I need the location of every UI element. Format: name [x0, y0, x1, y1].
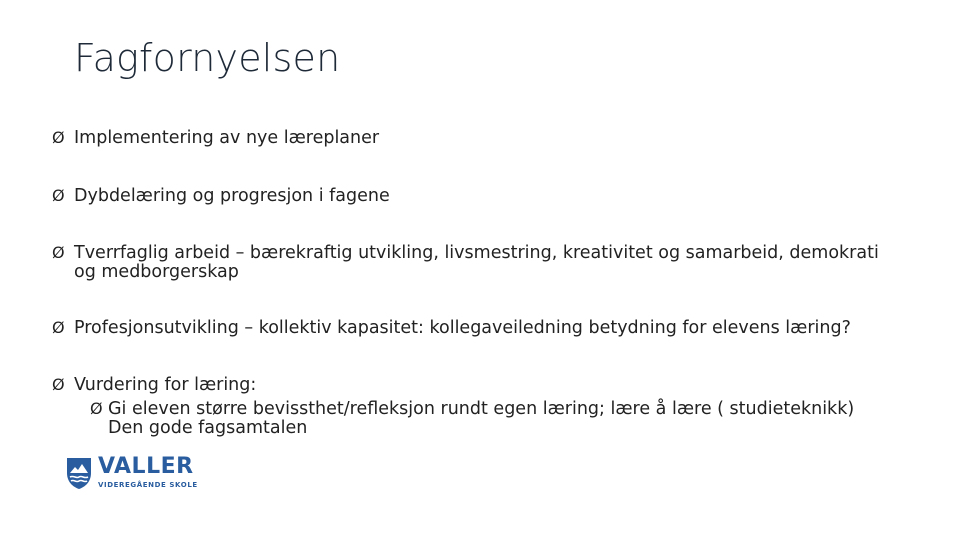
arrow-bullet-icon: Ø	[52, 243, 65, 262]
bullet-item	[52, 375, 256, 395]
bullet-text: Profesjonsutvikling – kollektiv kapasitet: kollegaveiledning betydning for elevens læring?	[74, 318, 851, 338]
shield-icon	[66, 456, 92, 490]
arrow-bullet-icon: Ø	[52, 186, 65, 205]
sub-bullet-text: Gi eleven større bevissthet/refleksjon rundt egen læring; lære å lære ( studieteknikk)	[108, 399, 855, 419]
sub-bullet-item	[90, 399, 854, 438]
bullet-item	[52, 186, 390, 206]
arrow-bullet-icon: Ø	[90, 399, 103, 418]
bullet-item	[52, 128, 379, 148]
slide-title: Fagfornyelsen	[74, 36, 341, 80]
bullet-text: Implementering av nye læreplaner	[74, 128, 380, 148]
sub-bullet-continuation: Den gode fagsamtalen	[108, 418, 308, 438]
arrow-bullet-icon: Ø	[52, 128, 65, 147]
bullet-text: Dybdelæring og progresjon i fagene	[74, 186, 390, 206]
logo-name: VALLER	[98, 454, 194, 479]
bullet-continuation: og medborgerskap	[74, 262, 239, 282]
bullet-item	[52, 318, 851, 338]
bullet-text: Vurdering for læring:	[74, 375, 257, 395]
school-logo	[66, 455, 198, 491]
bullet-item	[52, 243, 879, 282]
arrow-bullet-icon: Ø	[52, 318, 65, 337]
bullet-text: Tverrfaglig arbeid – bærekraftig utvikling, livsmestring, kreativitet og samarbeid, demokrati	[74, 243, 879, 263]
arrow-bullet-icon: Ø	[52, 375, 65, 394]
logo-subtitle: VIDEREGÅENDE SKOLE	[98, 481, 198, 489]
